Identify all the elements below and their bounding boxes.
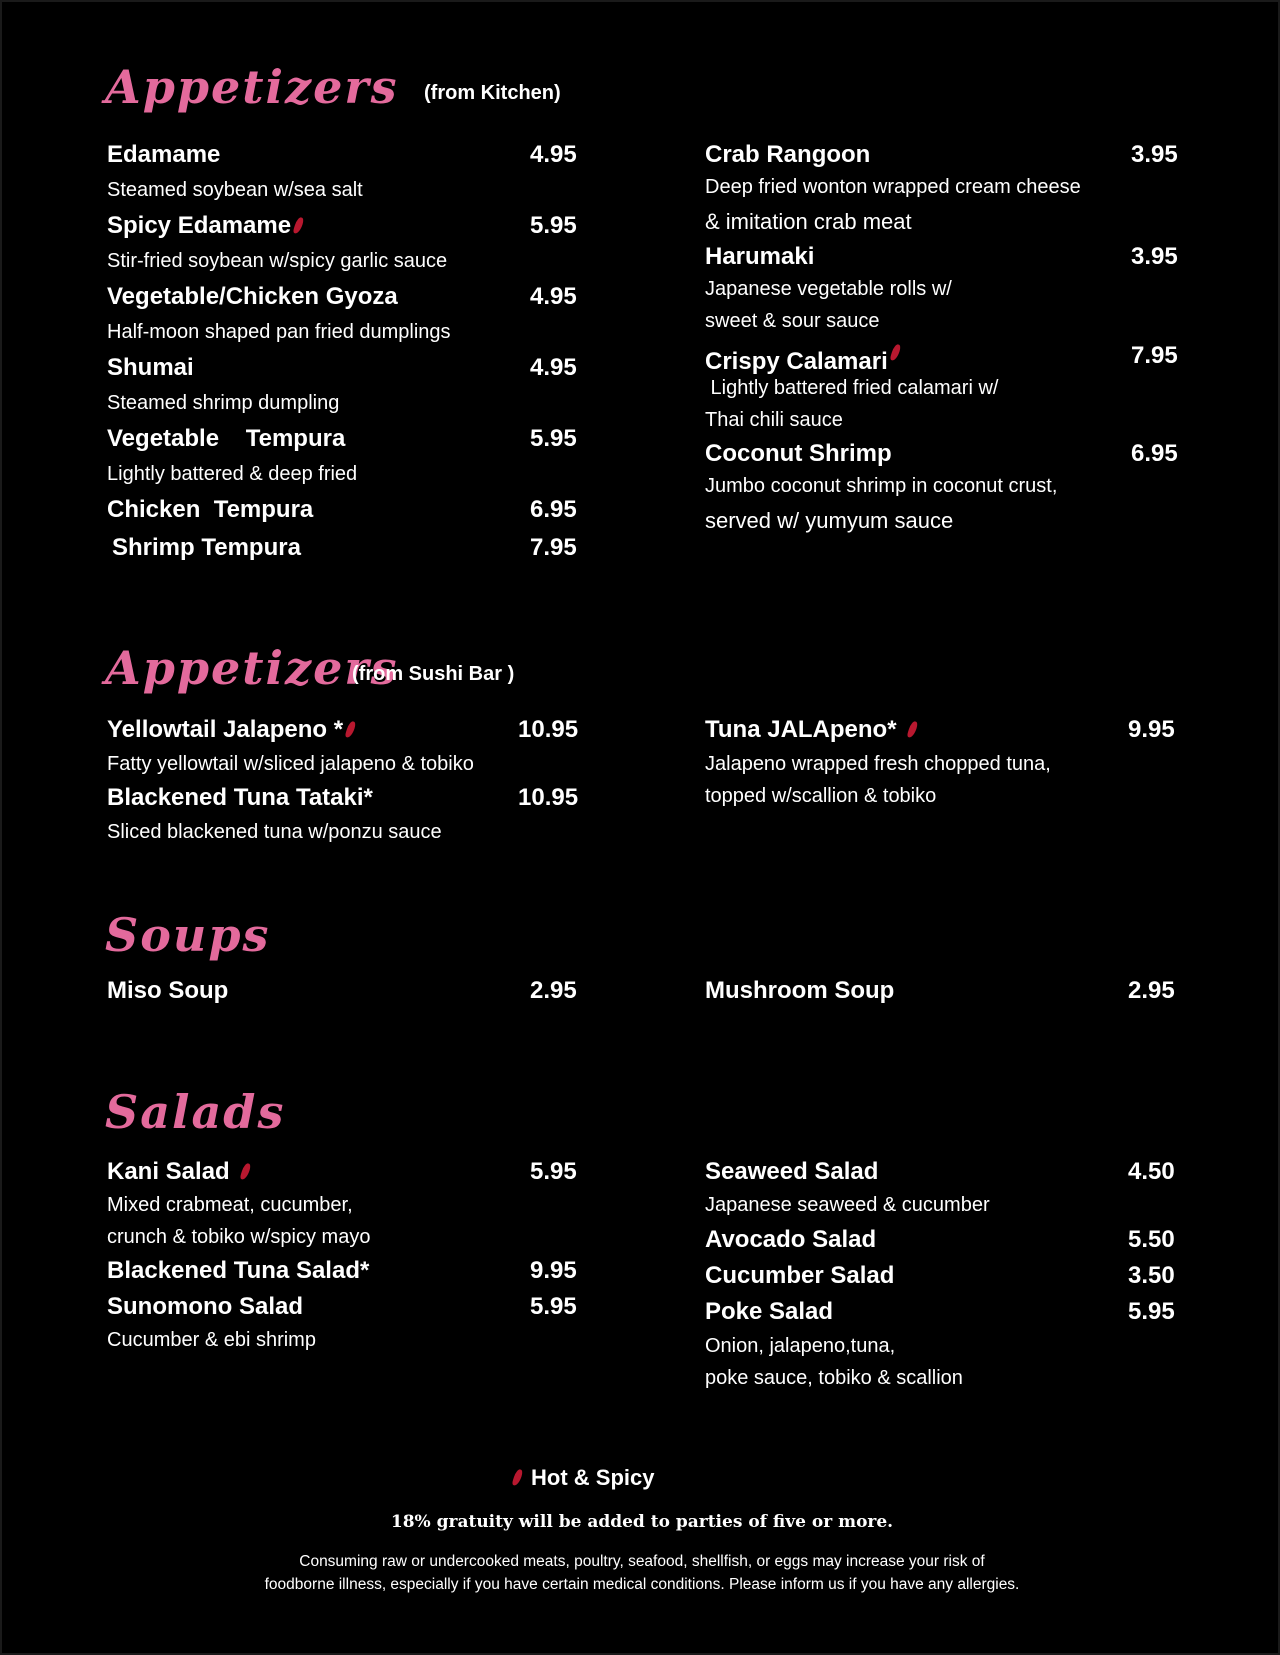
item-description: Sliced blackened tuna w/ponzu sauce bbox=[107, 821, 442, 843]
item-price: 3.95 bbox=[1131, 243, 1178, 270]
item-name: Sunomono Salad bbox=[107, 1293, 304, 1320]
item-price: 5.50 bbox=[1128, 1226, 1175, 1253]
item-description: Fatty yellowtail w/sliced jalapeno & tobiko bbox=[107, 753, 474, 775]
item-name: Poke Salad bbox=[705, 1298, 834, 1325]
hot-pepper-icon bbox=[906, 720, 918, 738]
item-description: crunch & tobiko w/spicy mayo bbox=[107, 1226, 371, 1248]
warning-line: foodborne illness, especially if you have certain medical conditions. Please inform us if you have any allergies. bbox=[264, 1576, 1020, 1593]
hot-pepper-icon bbox=[345, 720, 357, 738]
item-name: Blackened Tuna Tataki* bbox=[107, 784, 373, 811]
item-description: Half-moon shaped pan fried dumplings bbox=[107, 321, 451, 343]
item-price: 10.95 bbox=[518, 716, 579, 743]
item-description: poke sauce, tobiko & scallion bbox=[705, 1367, 963, 1389]
section-title-appetizers-sushi: Appetizers bbox=[105, 641, 399, 695]
item-description: Steamed soybean w/sea salt bbox=[107, 179, 363, 201]
item-description: Mixed crabmeat, cucumber, bbox=[107, 1194, 353, 1216]
item-description: Cucumber & ebi shrimp bbox=[107, 1329, 316, 1351]
item-price: 10.95 bbox=[518, 784, 579, 811]
item-description: Jumbo coconut shrimp in coconut crust, bbox=[705, 475, 1058, 497]
item-price: 5.95 bbox=[530, 425, 577, 452]
item-description: Jalapeno wrapped fresh chopped tuna, bbox=[705, 753, 1051, 775]
item-description: Deep fried wonton wrapped cream cheese bbox=[705, 176, 1081, 198]
section-note-kitchen: (from Kitchen) bbox=[424, 82, 561, 104]
item-price: 5.95 bbox=[530, 1158, 577, 1185]
item-name: Shrimp Tempura bbox=[112, 534, 301, 561]
item-description: sweet & sour sauce bbox=[705, 310, 880, 332]
item-price: 5.95 bbox=[530, 212, 577, 239]
item-name: Vegetable/Chicken Gyoza bbox=[107, 283, 398, 310]
item-description: Japanese vegetable rolls w/ bbox=[705, 278, 952, 300]
item-name: Cucumber Salad bbox=[705, 1262, 895, 1289]
item-description: served w/ yumyum sauce bbox=[705, 508, 954, 533]
item-price: 4.95 bbox=[530, 141, 577, 168]
item-price: 7.95 bbox=[530, 534, 577, 561]
hot-pepper-icon bbox=[239, 1162, 251, 1180]
consumer-warning bbox=[2, 1550, 1280, 1596]
item-description: Lightly battered & deep fried bbox=[107, 463, 358, 485]
item-name: Kani Salad bbox=[107, 1160, 249, 1184]
item-price: 5.95 bbox=[1128, 1298, 1175, 1325]
spicy-legend: Hot & Spicy bbox=[514, 1467, 654, 1489]
item-name: Tuna JALApeno* bbox=[705, 718, 916, 742]
item-description: & imitation crab meat bbox=[705, 209, 912, 234]
hot-pepper-icon bbox=[293, 216, 305, 234]
item-name: Yellowtail Jalapeno * bbox=[107, 718, 354, 742]
item-name: Avocado Salad bbox=[705, 1226, 877, 1253]
item-name: Chicken Tempura bbox=[107, 496, 314, 523]
item-price: 7.95 bbox=[1131, 342, 1178, 369]
item-name: Spicy Edamame bbox=[107, 214, 302, 238]
item-price: 2.95 bbox=[1128, 977, 1175, 1004]
hot-pepper-icon bbox=[512, 1468, 524, 1486]
item-name: Crispy Calamari bbox=[705, 344, 899, 374]
item-price: 6.95 bbox=[530, 496, 577, 523]
item-description: Japanese seaweed & cucumber bbox=[705, 1194, 990, 1216]
section-title-appetizers-kitchen: Appetizers bbox=[105, 60, 399, 114]
item-price: 3.95 bbox=[1131, 141, 1178, 168]
item-name: Shumai bbox=[107, 354, 194, 381]
gratuity-note: 18% gratuity will be added to parties of five or more. bbox=[390, 1512, 894, 1532]
item-name: Seaweed Salad bbox=[705, 1158, 879, 1185]
item-price: 6.95 bbox=[1131, 440, 1178, 467]
item-name: Coconut Shrimp bbox=[705, 440, 892, 467]
item-price: 9.95 bbox=[1128, 716, 1175, 743]
item-description: Thai chili sauce bbox=[705, 409, 843, 431]
item-name: Edamame bbox=[107, 141, 221, 168]
item-price: 2.95 bbox=[530, 977, 577, 1004]
item-price: 4.95 bbox=[530, 354, 577, 381]
section-title-soups: Soups bbox=[105, 908, 271, 962]
item-price: 5.95 bbox=[530, 1293, 577, 1320]
item-name: Harumaki bbox=[705, 243, 815, 270]
item-price: 9.95 bbox=[530, 1257, 577, 1284]
item-price: 4.95 bbox=[530, 283, 577, 310]
item-name: Mushroom Soup bbox=[705, 977, 895, 1004]
item-name: Vegetable Tempura bbox=[107, 425, 346, 452]
item-description: Onion, jalapeno,tuna, bbox=[705, 1335, 896, 1357]
item-name: Crab Rangoon bbox=[705, 141, 871, 168]
item-name: Blackened Tuna Salad* bbox=[107, 1257, 370, 1284]
warning-line: Consuming raw or undercooked meats, poultry, seafood, shellfish, or eggs may increase your risk of bbox=[299, 1553, 985, 1570]
item-price: 3.50 bbox=[1128, 1262, 1175, 1289]
item-description: Steamed shrimp dumpling bbox=[107, 392, 340, 414]
item-price: 4.50 bbox=[1128, 1158, 1175, 1185]
hot-pepper-icon bbox=[889, 343, 901, 361]
section-title-salads: Salads bbox=[105, 1085, 286, 1139]
item-name: Miso Soup bbox=[107, 977, 229, 1004]
item-description: Stir-fried soybean w/spicy garlic sauce bbox=[107, 250, 448, 272]
item-description: topped w/scallion & tobiko bbox=[705, 785, 937, 807]
section-note-sushi: (from Sushi Bar ) bbox=[352, 663, 515, 685]
item-description: Lightly battered fried calamari w/ bbox=[705, 377, 999, 399]
